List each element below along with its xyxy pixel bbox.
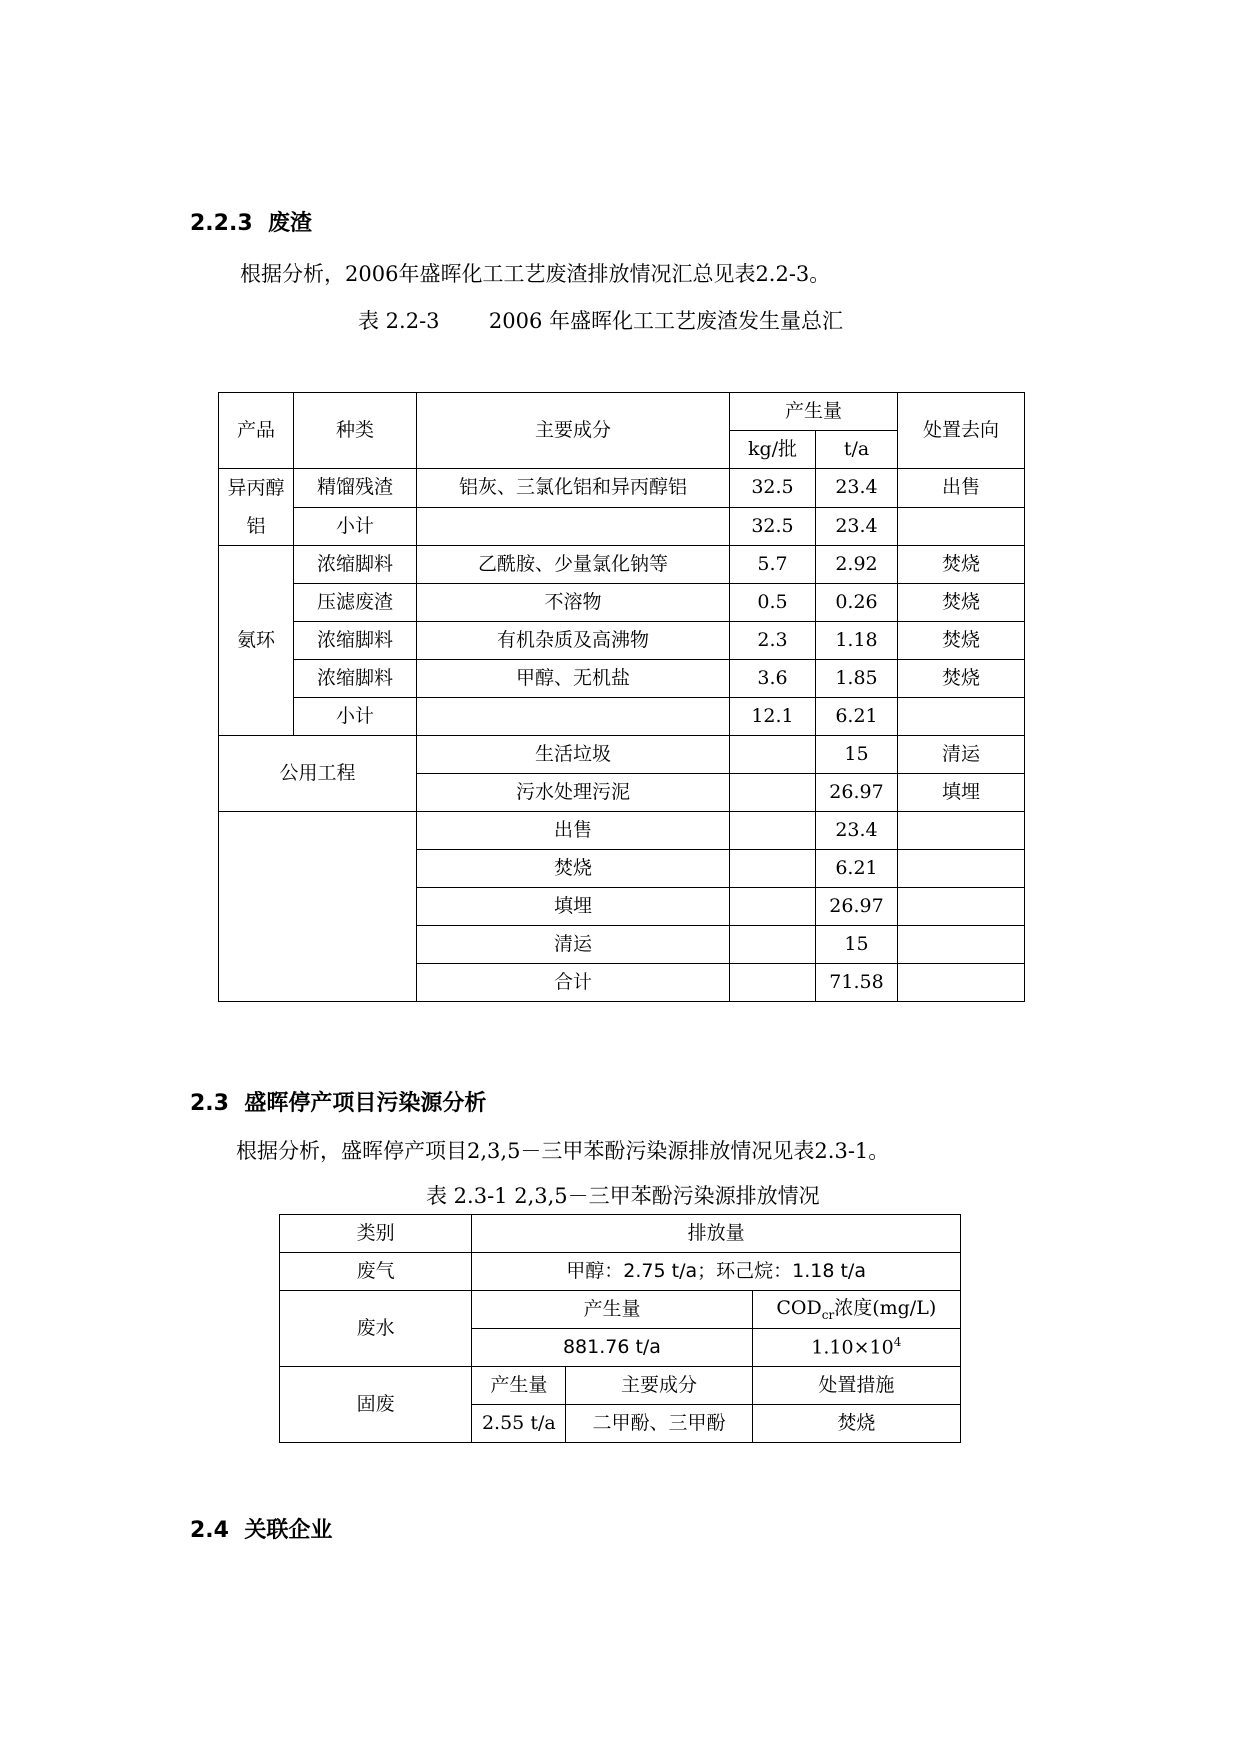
- table-cell: 2.3: [730, 622, 816, 660]
- table-cell: 26.97: [816, 774, 898, 812]
- section-heading-2-3: [190, 1086, 486, 1117]
- table-cell: 小计: [294, 507, 417, 546]
- header-product: 产品: [219, 393, 294, 469]
- table-cell: 焚烧: [898, 584, 1025, 622]
- table-row: [219, 469, 1025, 508]
- table-cell: 6.21: [816, 698, 898, 736]
- table-cell: 甲醇、无机盐: [417, 660, 730, 698]
- table-header-row: [219, 393, 1025, 431]
- table-cell: 出售: [417, 812, 730, 850]
- table-row: [219, 507, 1025, 546]
- table-cell: [898, 888, 1025, 926]
- table-cell: 产生量: [472, 1291, 752, 1329]
- table-header-row: [280, 1215, 961, 1253]
- table-caption-2-3-1: 表 2.3-1 2,3,5－三甲苯酚污染源排放情况: [426, 1184, 820, 1208]
- table-cell: 71.58: [816, 964, 898, 1002]
- table-cell: 清运: [898, 736, 1025, 774]
- header-type: 种类: [294, 393, 417, 469]
- table-cell: 填埋: [417, 888, 730, 926]
- category-cell: 废水: [280, 1291, 472, 1367]
- table-cell: [898, 964, 1025, 1002]
- table-cell: 焚烧: [898, 622, 1025, 660]
- cod-unit-text: 浓度(mg/L): [834, 1296, 937, 1319]
- table-cell: 出售: [898, 469, 1025, 508]
- table-row: [280, 1367, 961, 1405]
- table-cell: 浓缩脚料: [294, 546, 417, 584]
- table-cell: [730, 850, 816, 888]
- section-heading-2-4: [190, 1513, 332, 1544]
- section-title: 关联企业: [244, 1518, 333, 1543]
- table-row: [219, 584, 1025, 622]
- table-row: [219, 622, 1025, 660]
- table-cell: 12.1: [730, 698, 816, 736]
- pollution-source-table: [279, 1214, 961, 1443]
- table-cell: 23.4: [816, 507, 898, 546]
- table-cell: 23.4: [816, 812, 898, 850]
- category-cell: 固废: [280, 1367, 472, 1443]
- table-cell: [730, 736, 816, 774]
- table-cell: 浓缩脚料: [294, 660, 417, 698]
- table-cell: 有机杂质及高沸物: [417, 622, 730, 660]
- table-cell: 压滤废渣: [294, 584, 417, 622]
- caption-number: 表 2.2-3: [358, 309, 440, 333]
- table-cell: 清运: [417, 926, 730, 964]
- table-cell: [898, 812, 1025, 850]
- table-caption-2-2-3: [358, 305, 843, 335]
- header-output: 产生量: [730, 393, 898, 431]
- table-cell: 甲醇：2.75 t/a；环己烷：1.18 t/a: [472, 1253, 961, 1291]
- table-cell: 1.85: [816, 660, 898, 698]
- table-cell: 浓缩脚料: [294, 622, 417, 660]
- table-cell: 焚烧: [898, 546, 1025, 584]
- table-cell: 5.7: [730, 546, 816, 584]
- table-cell: 铝灰、三氯化铝和异丙醇铝: [417, 469, 730, 508]
- table-cell: 15: [816, 736, 898, 774]
- table-cell: [752, 1329, 960, 1367]
- header-component: 主要成分: [417, 393, 730, 469]
- table-cell: 焚烧: [417, 850, 730, 888]
- table-cell: 1.18: [816, 622, 898, 660]
- table-cell: [898, 926, 1025, 964]
- cod-value: 1.10×10: [811, 1336, 894, 1359]
- table-cell: 乙酰胺、少量氯化钠等: [417, 546, 730, 584]
- table-cell: 小计: [294, 698, 417, 736]
- table-cell: 15: [816, 926, 898, 964]
- section-number: 2.2.3: [190, 211, 253, 236]
- table-cell: 2.55 t/a: [472, 1405, 566, 1443]
- table-cell: 32.5: [730, 507, 816, 546]
- table-row: [280, 1253, 961, 1291]
- table-row: [280, 1291, 961, 1329]
- table-cell: [898, 850, 1025, 888]
- category-cell: 废气: [280, 1253, 472, 1291]
- table-cell: 合计: [417, 964, 730, 1002]
- waste-residue-table: [218, 392, 1025, 1002]
- section-title: 盛晖停产项目污染源分析: [244, 1091, 487, 1116]
- table-cell: 881.76 t/a: [472, 1329, 752, 1367]
- section-title: 废渣: [267, 211, 312, 236]
- table-cell: 主要成分: [566, 1367, 752, 1405]
- table-row: [219, 736, 1025, 774]
- cod-exponent: 4: [893, 1335, 902, 1350]
- table-cell: 处置措施: [752, 1367, 960, 1405]
- table-cell: 焚烧: [898, 660, 1025, 698]
- table-cell: [730, 964, 816, 1002]
- empty-cell: [219, 812, 417, 1002]
- table-cell: [752, 1291, 960, 1329]
- product-cell: 异丙醇铝: [219, 469, 294, 546]
- caption-title: 2006 年盛晖化工工艺废渣发生量总汇: [488, 309, 844, 333]
- paragraph-intro-table-2-3-1: 根据分析，盛晖停产项目2,3,5－三甲苯酚污染源排放情况见表2.3-1。: [236, 1139, 890, 1163]
- table-cell: 精馏残渣: [294, 469, 417, 508]
- table-cell: [730, 926, 816, 964]
- table-row: [219, 546, 1025, 584]
- table-cell: 6.21: [816, 850, 898, 888]
- table-cell: [730, 774, 816, 812]
- section-number: 2.4: [190, 1518, 229, 1543]
- table-cell: 生活垃圾: [417, 736, 730, 774]
- cod-text: COD: [776, 1296, 822, 1319]
- table-cell: 焚烧: [752, 1405, 960, 1443]
- table-cell: 3.6: [730, 660, 816, 698]
- header-category: 类别: [280, 1215, 472, 1253]
- table-cell: 污水处理污泥: [417, 774, 730, 812]
- table-cell: 不溶物: [417, 584, 730, 622]
- header-disposal: 处置去向: [898, 393, 1025, 469]
- table-row: [219, 698, 1025, 736]
- table-cell: [730, 888, 816, 926]
- table-cell: 0.5: [730, 584, 816, 622]
- table-row: [219, 660, 1025, 698]
- section-heading-2-2-3: [190, 206, 312, 237]
- header-t-per-a: t/a: [816, 431, 898, 469]
- table-cell: [898, 507, 1025, 546]
- table-cell: [417, 507, 730, 546]
- table-cell: 2.92: [816, 546, 898, 584]
- table-cell: [730, 812, 816, 850]
- cod-subscript: cr: [821, 1307, 835, 1322]
- table-cell: 二甲酚、三甲酚: [566, 1405, 752, 1443]
- header-kg-per-batch: kg/批: [730, 431, 816, 469]
- header-emission: 排放量: [472, 1215, 961, 1253]
- table-cell: 填埋: [898, 774, 1025, 812]
- section-number: 2.3: [190, 1091, 229, 1116]
- table-cell: 26.97: [816, 888, 898, 926]
- product-cell: 公用工程: [219, 736, 417, 812]
- table-row: [219, 812, 1025, 850]
- paragraph-intro-table-2-2-3: 根据分析，2006年盛晖化工工艺废渣排放情况汇总见表2.2-3。: [240, 262, 831, 286]
- table-cell: 产生量: [472, 1367, 566, 1405]
- table-cell: 23.4: [816, 469, 898, 508]
- table-cell: 32.5: [730, 469, 816, 508]
- table-cell: 0.26: [816, 584, 898, 622]
- table-cell: [898, 698, 1025, 736]
- table-cell: [417, 698, 730, 736]
- product-cell: 氨环: [219, 546, 294, 736]
